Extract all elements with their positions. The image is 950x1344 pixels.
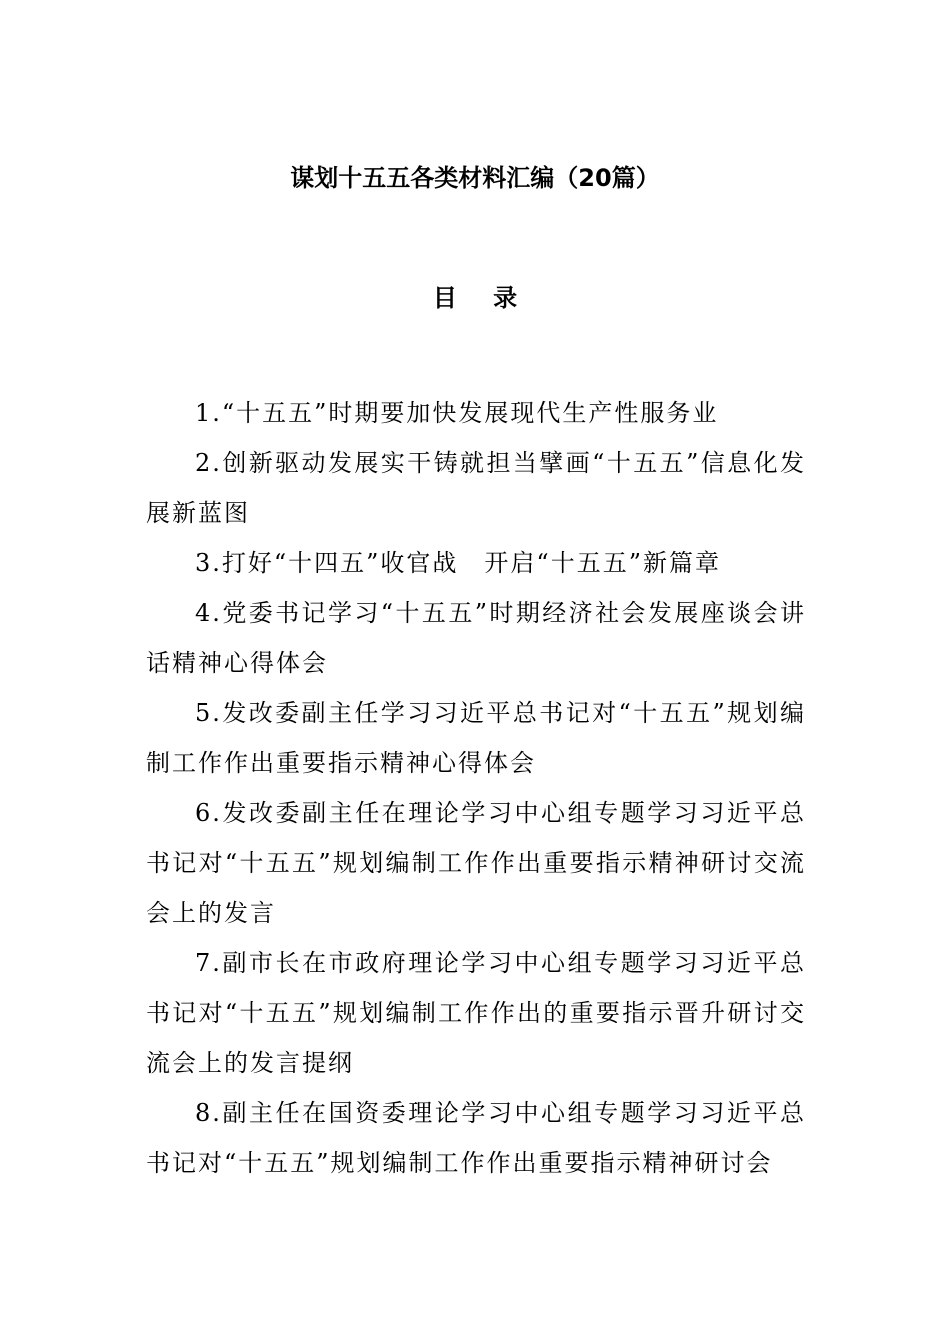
toc-heading: 目 录	[432, 284, 532, 312]
toc-item: 4.党委书记学习“十五五”时期经济社会发展座谈会讲话精神心得体会	[146, 599, 806, 677]
toc-item: 2.创新驱动发展实干铸就担当擘画“十五五”信息化发展新蓝图	[146, 449, 806, 527]
toc-item: 8.副主任在国资委理论学习中心组专题学习习近平总书记对“十五五”规划编制工作作出重要指示精神研讨会	[146, 1099, 806, 1177]
toc-item: 6.发改委副主任在理论学习中心组专题学习习近平总书记对“十五五”规划编制工作作出重要指示精神研讨交流会上的发言	[146, 799, 806, 927]
toc-item: 5.发改委副主任学习习近平总书记对“十五五”规划编制工作作出重要指示精神心得体会	[146, 699, 806, 777]
document-title: 谋划十五五各类材料汇编（20篇）	[290, 164, 660, 192]
toc-item: 7.副市长在市政府理论学习中心组专题学习习近平总书记对“十五五”规划编制工作作出的重要指示晋升研讨交流会上的发言提纲	[146, 949, 806, 1077]
toc-list	[146, 388, 806, 1188]
toc-item: 3.打好“十四五”收官战 开启“十五五”新篇章	[195, 549, 721, 577]
toc-item: 1.“十五五”时期要加快发展现代生产性服务业	[195, 399, 719, 427]
